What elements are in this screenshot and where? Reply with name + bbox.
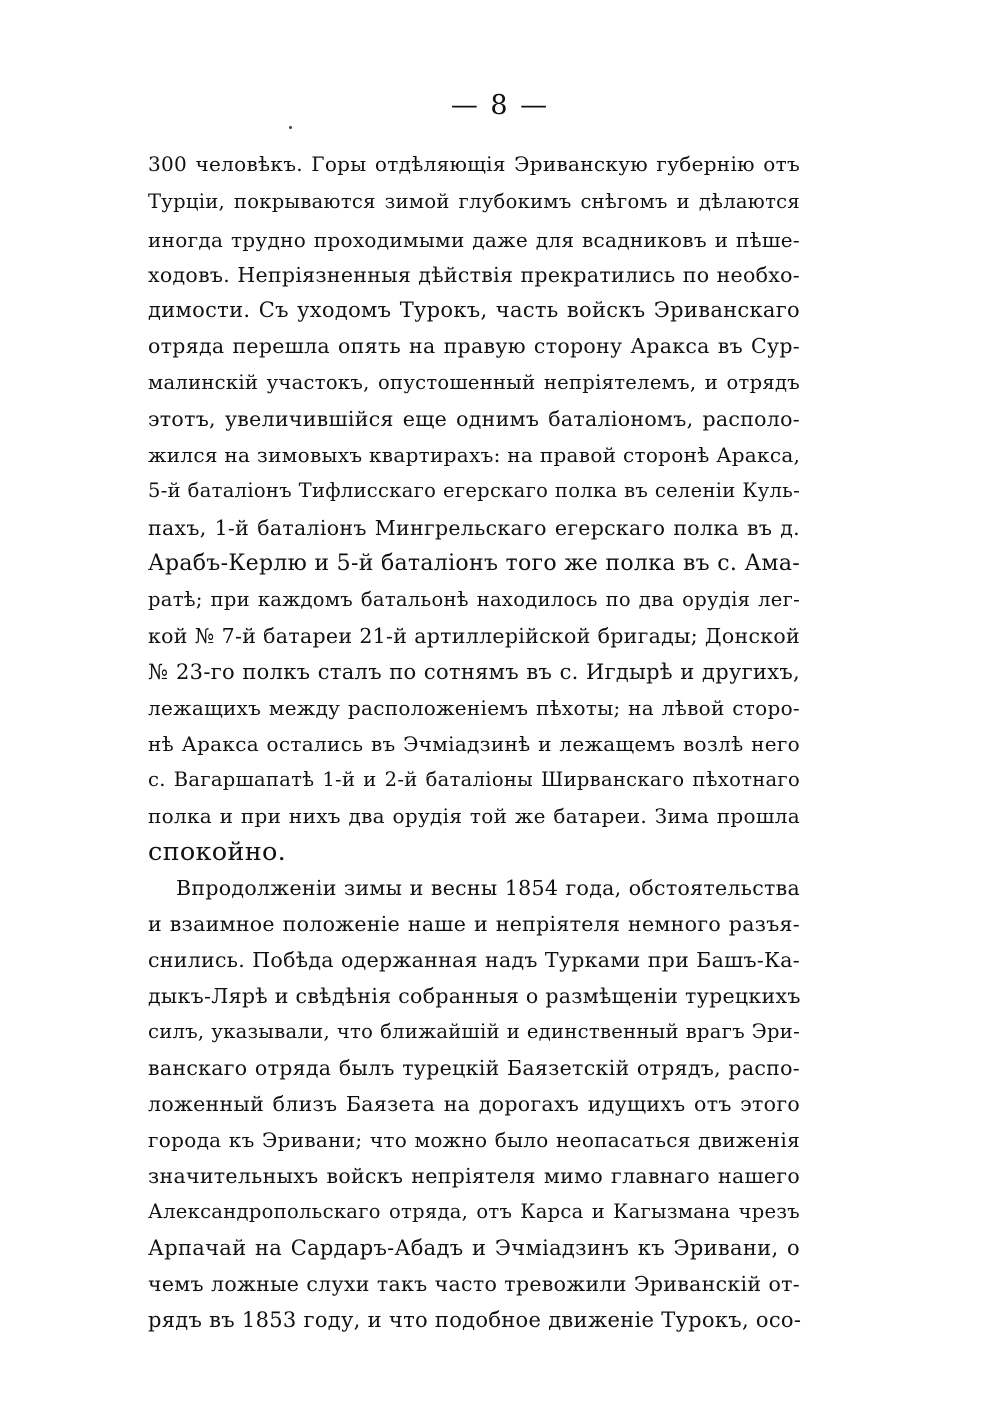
ink-speck xyxy=(289,126,292,129)
text-line: отряда перешла опять на правую сторону Аракса въ Сур- xyxy=(148,334,800,358)
text-line: малинскій участокъ, опустошенный непріятелемъ, и отрядъ xyxy=(148,371,800,394)
text-line: ложенный близъ Баязета на дорогахъ идущихъ отъ этого xyxy=(148,1092,800,1116)
text-line: ратѣ; при каждомъ батальонѣ находилось по два орудія лег- xyxy=(148,588,800,611)
text-line: пахъ, 1-й баталіонъ Мингрельскаго егерскаго полка въ д. xyxy=(148,516,800,540)
text-line: кой № 7-й батареи 21-й артиллерійской бригады; Донской xyxy=(148,624,800,648)
text-line: 5-й баталіонъ Тифлисскаго егерскаго полка въ селеніи Куль- xyxy=(148,479,800,502)
text-line: и взаимное положеніе наше и непріятеля немного разъя- xyxy=(148,912,800,936)
text-line: города къ Эривани; что можно было неопасаться движенія xyxy=(148,1128,800,1152)
text-line: Александропольскаго отряда, отъ Карса и Кагызмана чрезъ xyxy=(148,1200,800,1223)
text-line: снились. Побѣда одержанная надъ Турками при Башъ-Ка- xyxy=(148,948,800,972)
page-number: — 8 — xyxy=(450,90,550,121)
text-line: силъ, указывали, что ближайшій и единственный врагъ Эри- xyxy=(148,1020,800,1043)
text-line: значительныхъ войскъ непріятеля мимо главнаго нашего xyxy=(148,1164,800,1188)
text-line: с. Вагаршапатѣ 1-й и 2-й баталіоны Ширванскаго пѣхотнаго xyxy=(148,768,800,791)
text-line: дыкъ-Лярѣ и свѣдѣнія собранныя о размѣщеніи турецкихъ xyxy=(148,984,801,1008)
text-line: Арабъ-Керлю и 5-й баталіонъ того же полка въ с. Ама- xyxy=(148,551,800,576)
text-line: димости. Съ уходомъ Турокъ, часть войскъ Эриванскаго xyxy=(148,298,800,322)
text-line: лежащихъ между расположеніемъ пѣхоты; на лѣвой сторо- xyxy=(148,696,800,720)
text-line: иногда трудно проходимыми даже для всадниковъ и пѣше- xyxy=(148,228,800,252)
text-line: полка и при нихъ два орудія той же батареи. Зима прошла xyxy=(148,804,800,828)
text-line: Арпачай на Сардаръ-Абадъ и Эчміадзинъ къ Эривани, о xyxy=(148,1236,800,1260)
text-line: жился на зимовыхъ квартирахъ: на правой сторонѣ Аракса, xyxy=(148,443,801,467)
text-line: этотъ, увеличившійся еще однимъ баталіономъ, располо- xyxy=(148,407,800,431)
text-line: Впродолженіи зимы и весны 1854 года, обстоятельства xyxy=(176,876,800,900)
text-line: чемъ ложные слухи такъ часто тревожили Эриванскій от- xyxy=(148,1272,800,1296)
text-line: № 23-го полкъ сталъ по сотнямъ въ с. Игдырѣ и другихъ, xyxy=(148,660,800,684)
text-line: нѣ Аракса остались въ Эчміадзинѣ и лежащемъ возлѣ него xyxy=(148,732,800,756)
text-line: Турціи, покрываются зимой глубокимъ снѣгомъ и дѣлаются xyxy=(148,190,800,213)
text-line: ванскаго отряда былъ турецкій Баязетскій отрядъ, распо- xyxy=(148,1056,800,1080)
text-line: спокойно. xyxy=(148,837,287,867)
text-line: ходовъ. Непріязненныя дѣйствія прекратились по необхо- xyxy=(148,263,800,287)
text-line: 300 человѣкъ. Горы отдѣляющія Эриванскую губернію отъ xyxy=(148,152,800,176)
text-line: рядъ въ 1853 году, и что подобное движеніе Турокъ, осо- xyxy=(148,1308,802,1332)
